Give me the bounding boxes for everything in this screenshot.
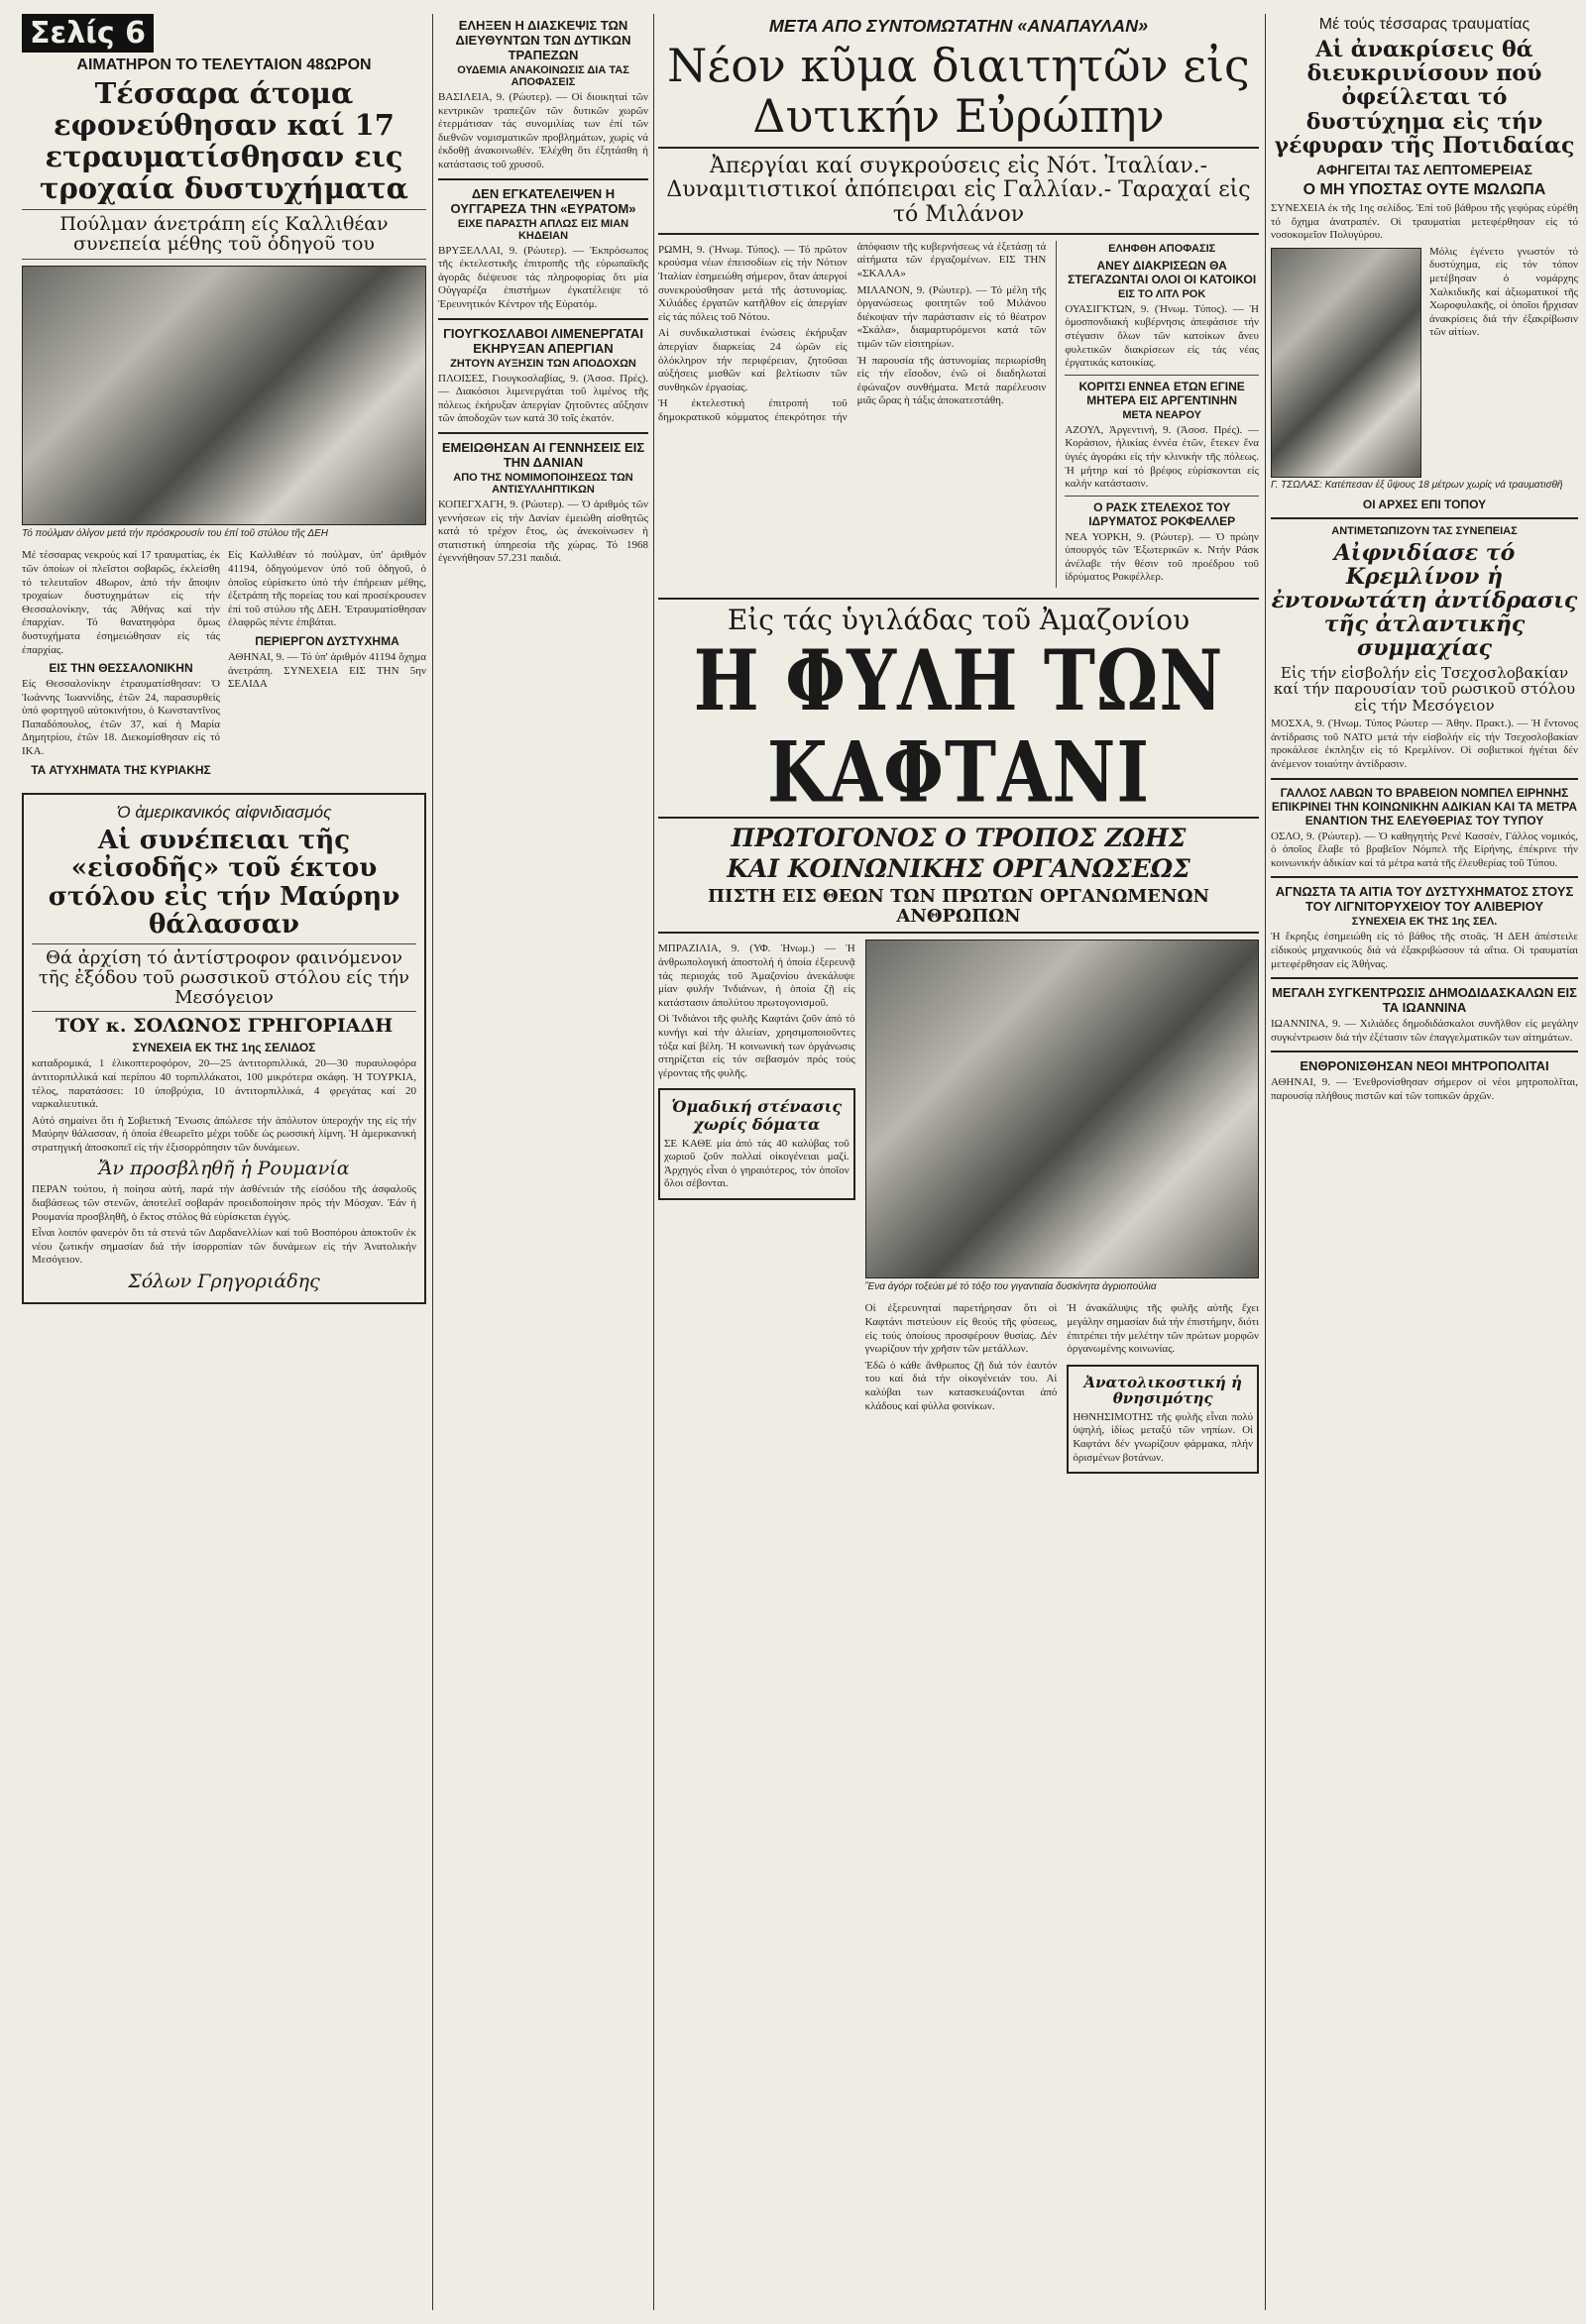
metropolitans-headline: ΕΝΘΡΟΝΙΣΘΗΣΑΝ ΝΕΟΙ ΜΗΤΡΟΠΟΛΙΤΑΙ [1300, 1058, 1549, 1074]
column-3 [658, 14, 1259, 2310]
strikes-para-a: ΡΩΜΗ, 9. (Ἡνωμ. Τύπος). — Τό πρῶτον κρούσμα νέων ἐπεισοδίων εἰς τήν Νότιον Ἰταλίαν ἐσημειώθη σήμερον, ὅταν ἀπεργοί συνεκρούσθησαν μετά τῆς ἀστυνομίας. Χιλιάδες ἐργατῶν κατῆλθον εἰς ἀπεργίαν εἰς τάς πόλεις τοῦ Νότου. [658, 243, 848, 323]
denmark-subhead: ΑΠΟ ΤΗΣ ΝΟΜΙΜΟΠΟΙΗΣΕΩΣ ΤΩΝ ΑΝΤΙΣΥΛΛΗΠΤΙΚΩΝ [453, 471, 633, 496]
accidents-para-4: ΑΘΗΝΑΙ, 9. — Τό ὑπ' ἀριθμόν 41194 ὄχημα ἀνετράπη. ΣΥΝΕΧΕΙΑ ΕΙΣ ΤΗΝ 5ην ΣΕΛΙΔΑ [228, 650, 426, 691]
kremlin-subhead: Εἰς τήν εἰσβολήν εἰς Τσεχοσλοβακίαν καί τήν παρουσίαν τοῦ ρωσικοῦ στόλου εἰς τήν Μεσόγειον [1273, 663, 1576, 715]
banks-headline: ΕΛΗΞΕΝ Η ΔΙΑΣΚΕΨΙΣ ΤΩΝ ΔΙΕΥΘΥΝΤΩΝ ΤΩΝ ΔΥΤΙΚΩΝ ΤΡΑΠΕΖΩΝ [455, 18, 631, 62]
amazon-sub-3: ΠΙΣΤΗ ΕΙΣ ΘΕΩΝ ΤΩΝ ΠΡΩΤΩΝ ΟΡΓΑΝΩΜΕΝΩΝ ΑΝΘΡΩΠΩΝ [708, 885, 1209, 927]
section-curious: ΠΕΡΙΕΡΓΟΝ ΔΥΣΤΥΧΗΜΑ [255, 633, 399, 648]
tsolas-photo-caption: Γ. ΤΣΩΛΑΣ: Κατέπεσαν ἐξ ὕψους 18 μέτρων χωρίς νά τραυματισθῆ [1271, 479, 1563, 491]
amazon-para-4: Ἐδῶ ὁ κάθε ἄνθρωπος ζῇ διά τόν ἑαυτόν του καί διά τήν οἰκογένειάν του. Αἱ καλύβαι των κατασκευάζονται ἀπό κλάδους καί φύλλα φοινίκων. [864, 1359, 1058, 1412]
bridge-headline: Αἱ ἀνακρίσεις θά διευκρινίσουν πού ὀφείλεται τό δυστύχημα εἰς τήν γέφυραν τῆς Ποτιδαίας [1274, 37, 1575, 159]
strikes-para-e: Ἡ παρουσία τῆς ἀστυνομίας περιωρίσθη εἰς τήν εἴσοδον, ἐνῶ οἱ διαδηλωταί ἐφώναζον συνθήματα. Μετά παρέλευσιν μιᾶς ὥρας ἡ τάξις ἀποκατεστάθη. [856, 354, 1047, 407]
littlerock-para: ΟΥΑΣΙΓΚΤΩΝ, 9. (Ἡνωμ. Τύπος). — Ἡ ὁμοσπονδιακή κυβέρνησις ἀπεφάσισε τήν στέγασιν ὅλων τῶν κατοίκων ἄνευ φυλετικῶν διακρίσεων εἰς τάς νέας ἐργατικάς κατοικίας. [1065, 302, 1259, 370]
section-authorities: ΟΙ ΑΡΧΕΣ ΕΠΙ ΤΟΠΟΥ [1362, 497, 1487, 511]
argentina-para: ΑΖΟΥΛ, Ἀργεντινή, 9. (Ἀσοσ. Πρές). — Κοράσιον, ἡλικίας ἐννέα ἐτῶν, ἔτεκεν ἕνα ὑγιές ἀγοράκι εἰς τήν κλινικήν τῆς πόλεως. Ἡ μήτηρ καί τό βρέφος εὑρίσκονται εἰς καλήν κατάστασιν. [1065, 423, 1259, 491]
column-2 [438, 14, 648, 2310]
accidents-para-1: Μέ τέσσαρας νεκρούς καί 17 τραυματίας, έκ τῶν ὁποίων οἱ πλεῖστοι σοβαρῶς, έκλείσθη τό τελευταῖον 48ωρον, ἀπό τήν ἄποψιν τροχαίων δυστυχημάτων είς τήν Θεσσαλονίκην, τάς Ἀθήνας καί τήν ἐπαρχίαν. Τό θανατηφόρα ὅμως δυστυχήματα ἐσημειώθησαν εἰς τάς ἐπαρχίας. [22, 549, 220, 656]
archer-photo-caption: Ἕνα ἀγόρι τοξεύει μέ τό τόξο του γιγαντιαία δυσκίνητα ἀγριοπούλια [864, 1281, 1157, 1293]
kremlin-top: ΑΝΤΙΜΕΤΩΠΙΖΟΥΝ ΤΑΣ ΣΥΝΕΠΕΙΑΣ [1331, 524, 1518, 537]
section-thessaloniki: ΕΙΣ ΤΗΝ ΘΕΣΣΑΛΟΝΙΚΗΝ [49, 661, 193, 676]
euratom-para: ΒΡΥΞΕΛΛΑΙ, 9. (Ρώυτερ). — Ἐκπρόσωπος τῆς ἐκτελεστικῆς ἐπιτροπῆς τῆς εὐρωπαϊκῆς ἀγορᾶς διέψευσε τάς πληροφορίας ὅτι μία Οὐγγαρέζα ἐπιστήμων ἐγκατέλειψε τό Ἐρευνητικόν Κέντρον τῆς Εὐρατόμ. [438, 244, 648, 310]
strikes-kicker: ΜΕΤΑ ΑΠΟ ΣΥΝΤΟΜΩΤΑΤΗΝ «ΑΝΑΠΑΥΛΑΝ» [768, 16, 1149, 36]
accidents-subhead: Πούλμαν άνετράπη είς Καλλιθέαν συνεπεία μέθης τοῦ ὁδηγοῦ του [59, 212, 389, 256]
amazon-para-2: Οἱ Ἰνδιάνοι τῆς φυλῆς Καφτάνι ζοῦν ἀπό τό κυνήγι καί τήν ἁλιείαν, χρησιμοποιοῦντες τόξα καί βέλη. Ἡ κοινωνική των ὀργάνωσις στηρίζεται εἰς τόν σεβασμόν πρός τούς γέροντας τῆς φυλῆς. [658, 1013, 855, 1079]
bus-photo-caption: Τό πούλμαν όλίγον μετά τήν πρόσκρουσίν του έπί τοῦ στύλου τῆς ΔΕΗ [22, 528, 328, 540]
page-label: Σελίς 6 [22, 14, 154, 53]
euratom-subhead: ΕΙΧΕ ΠΑΡΑΣΤΗ ΑΠΛΩΣ ΕΙΣ ΜΙΑΝ ΚΗΔΕΙΑΝ [457, 217, 629, 242]
strikes-para-b: Αἱ συνδικαλιστικαί ἑνώσεις ἐκήρυξαν ἀπεργίαν διαρκείας 24 ὡρῶν εἰς ὁλόκληρον τήν περιφέρειαν, ζητοῦσαι αὐξήσεις μισθῶν καί βελτίωσιν τῶν συνθηκῶν ἐργασίας. [658, 327, 848, 393]
section-sunday: ΤΑ ΑΤΥΧΗΜΑΤΑ ΤΗΣ ΚΥΡΙΑΚΗΣ [31, 762, 211, 777]
bridge-para-1: ΣΥΝΕΧΕΙΑ ἐκ τῆς 1ης σελίδος. Ἐπί τοῦ βάθρου τῆς γεφύρας εὑρέθη τό ὄχημα ἀνατραπέν. Οἱ τραυματίαι μετεφέρθησαν εἰς τό νοσοκομεῖον Πολυγύρου. [1271, 201, 1578, 242]
kremlin-para: ΜΟΣΧΑ, 9. (Ἡνωμ. Τύπος Ρώυτερ — Ἀθην. Πρακτ.). — Ἡ ἔντονος ἀντίδρασις τοῦ ΝΑΤΟ μετά τήν εἰσβολήν εἰς τήν Τσεχοσλοβακίαν προκάλεσε ἐκπληξιν εἰς τό Κρεμλίνον. Οἱ σοβιετικοί ἡγέται δέν ἀνέμενον τοιαύτην ἀντίδρασιν. [1271, 718, 1578, 770]
fleet-kicker: Ὁ ἀμερικανικός αἰφνιδιασμός [116, 802, 332, 822]
fleet-subhead: Θά ἀρχίση τό ἀντίστροφον φαινόμενον τῆς ἐξόδου τοῦ ρωσσικοῦ στόλου είς τήν Μεσόγειον [38, 947, 410, 1008]
box-housing-para: ΣΕ ΚΑΘΕ μία ἀπό τάς 40 καλύβας τοῦ χωριοῦ ζοῦν πολλαί οἰκογένειαι μαζί. Ἀρχηγός εἶναι ὁ γηραιότερος, τόν ὁποῖον ὅλοι σέβονται. [664, 1137, 850, 1190]
denmark-headline: ΕΜΕΙΩΘΗΣΑΝ ΑΙ ΓΕΝΝΗΣΕΙΣ ΕΙΣ ΤΗΝ ΔΑΝΙΑΝ [441, 439, 645, 470]
fleet-para-1: καταδρομικά, 1 ἑλικοπτεροφόρον, 20—25 ἀντιτορπιλλικά, 20—30 πυραυλοφόρα ἀντιτορπιλλικά καί περίπου 40 τορπιλλάκατοι, 100 μικρότερα σκάφη. Ἡ ΤΟΥΡΚΙΑ, τέλος, παρατάσσει: 10 ὑποβρύχια, 10 ἀντιτορπιλλικά, 4 φρεγάτας καί 20 ναρκαλιευτικά. [32, 1057, 416, 1111]
fleet-continued: ΣΥΝΕΧΕΙΑ ΕΚ ΤΗΣ 1ης ΣΕΛΙΔΟΣ [132, 1041, 316, 1055]
amazon-para-1: ΜΠΡΑΖΙΛΙΑ, 9. (ΥΦ. Ἠνωμ.) — Ἡ ἀνθρωπολογική ἀποστολή ἡ ὁποία ἐξερευνᾷ τάς περιοχάς τοῦ Ἀμαζονίου ἀνεκάλυψε μίαν φυλήν Ἰνδιάνων, ἡ ὁποία ζῇ εἰς κατάστασιν ἀπολύτου πρωτογονισμοῦ. [658, 942, 855, 1009]
aliveri-headline: ΑΓΝΩΣΤΑ ΤΑ ΑΙΤΙΑ ΤΟΥ ΔΥΣΤΥΧΗΜΑΤΟΣ ΣΤΟΥΣ ΤΟΥ ΛΙΓΝΙΤΟΡΥΧΕΙΟΥ ΤΟΥ ΑΛΙΒΕΡΙΟΥ [1275, 884, 1574, 915]
bridge-subhead-2: Ο ΜΗ ΥΠΟΣΤΑΣ ΟΥΤΕ ΜΩΛΩΠΑ [1303, 180, 1546, 198]
column-1 [22, 14, 426, 2310]
fleet-para-4: Εἶναι λοιπόν φανερόν ὅτι τά στενά τῶν Δαρδανελλίων καί τοῦ Βοσπόρου ἀποκτοῦν ἐκ νέου ζωτικήν σημασίαν διά τήν ἰσορροπίαν τῶν δυνάμεων εἰς τήν Ἀνατολικήν Μεσόγειον. [32, 1227, 416, 1267]
accidents-para-3: Είς Καλλιθέαν τό πούλμαν, ὑπ' ἀριθμόν 41194, ὁδηγούμενον ὑπό τοῦ ὁδηγοῦ, ὁ ὁποῖος εὑρίσκετο ὑπό τήν ἐπήρειαν μέθης, ἐξετράπη τῆς πορείας του καί προσέκρουσεν ἐπί τοῦ στύλου τῆς ΔΕΗ. Ἐτραυματίσθησαν ἐλαφρῶς πέντε ἐπιβάται. [228, 549, 426, 629]
fleet-para-2: Αὐτό σημαίνει ὅτι ἡ Σοβιετική Ἕνωσις ἀπώλεσε τήν ἀπόλυτον ὑπεροχήν της εἰς τήν Μαύρην θάλασσαν, ἡ ὁποία ἐθεωρεῖτο μέχρι τοῦδε ὡς ρωσσική λίμνη. Ἡ ἀμερικανική στρατηγική ἀποσκοπεῖ εἰς τήν ἐξισορρόπησιν τῶν δυνάμεων. [32, 1114, 416, 1154]
amazon-para-5: Ἡ ἀνακάλυψις τῆς φυλῆς αὐτῆς ἔχει μεγάλην σημασίαν διά τήν ἐπιστήμην, διότι ἐπιτρέπει τήν μελέτην τῶν πρώτων μορφῶν ὀργανωμένης κοινωνίας. [1067, 1302, 1259, 1356]
box-mortality-head: Ἀνατολικοστική ἡ θνησιμότης [1083, 1373, 1242, 1408]
box-housing [658, 1088, 855, 1200]
dockers-subhead: ΖΗΤΟΥΝ ΑΥΞΗΣΙΝ ΤΩΝ ΑΠΟΔΟΧΩΝ [450, 357, 636, 370]
teachers-headline: ΜΕΓΑΛΗ ΣΥΓΚΕΝΤΡΩΣΙΣ ΔΗΜΟΔΙΔΑΣΚΑΛΩΝ ΕΙΣ ΤΑ ΙΩΑΝΝΙΝΑ [1272, 985, 1577, 1016]
tsolas-photo [1271, 248, 1421, 478]
teachers-para: ΙΩΑΝΝΙΝΑ, 9. — Χιλιάδες δημοδιδάσκαλοι συνῆλθον εἰς μεγάλην συγκέντρωσιν διά τήν ἐξέτασιν τῶν ἐπαγγελματικῶν των αἰτημάτων. [1271, 1018, 1578, 1044]
accidents-headline: Τέσσαρα άτομα εφονεύθησαν καί 17 ετραυματίσθησαν εις τροχαία δυστυχήματα [40, 76, 408, 205]
strikes-deck: Ἀπεργίαι καί συγκρούσεις εἰς Νότ. Ἰταλίαν.- Δυναμιτιστικοί ἀπόπειραι εἰς Γαλλίαν.- Ταραχαί εἰς τό Μιλάνον [666, 154, 1251, 227]
fleet-article-box [22, 793, 426, 1304]
denmark-para: ΚΟΠΕΓΧΑΓΗ, 9. (Ρώυτερ). — Ὁ ἀριθμός τῶν γεννήσεων εἰς τήν Δανίαν ἐμειώθη αἰσθητῶς κατά τό τρέχον ἔτος, ὡς ἀνεκοίνωσεν ἡ στατιστική ὑπηρεσία τῆς χώρας. Τό 1968 ἐγεννήθησαν 57.231 παιδιά. [438, 498, 648, 565]
rusk-headline: Ο ΡΑΣΚ ΣΤΕΛΕΧΟΣ ΤΟΥ ΙΔΡΥΜΑΤΟΣ ΡΟΚΦΕΛΛΕΡ [1088, 499, 1236, 528]
column-4 [1271, 14, 1578, 2310]
littlerock-subhead: ΕΙΣ ΤΟ ΛΙΤΛ ΡΟΚ [1118, 287, 1206, 300]
dockers-headline: ΓΙΟΥΓΚΟΣΛΑΒΟΙ ΛΙΜΕΝΕΡΓΑΤΑΙ ΕΚΗΡΥΞΑΝ ΑΠΕΡΓΙΑΝ [443, 325, 643, 356]
bridge-para-2: Μόλις ἐγένετο γνωστόν τό δυστύχημα, εἰς τόν τόπον μετέβησαν ὁ νομάρχης Χαλκιδικῆς καί ἀξιωματικοί τῆς Χωροφυλακῆς, οἱ ὁποῖοι ἤρχισαν ἀνακρίσεις διά τήν ἐξακρίβωσιν τῶν αἰτίων. [1429, 245, 1578, 339]
euratom-headline: ΔΕΝ ΕΓΚΑΤΕΛΕΙΨΕΝ Η ΟΥΓΓΑΡΕΖΑ ΤΗΝ «ΕΥΡΑΤΟΜ» [450, 185, 636, 216]
dockers-para: ΠΛΟΙΣΕΣ, Γιουγκοσλαβίας, 9. (Ἀσοσ. Πρές). — Διακόσιοι λιμενεργάται τοῦ λιμένος τῆς πόλεως ἐκήρυξαν ἀπεργίαν ζητοῦντες αὔξησιν τῶν ἀποδοχῶν των κατά 30 τοῖς ἑκατόν. [438, 372, 648, 425]
bus-photo [22, 266, 426, 525]
amazon-sub-1: ΠΡΩΤΟΓΟΝΟΣ Ο ΤΡΟΠΟΣ ΖΩΗΣ [731, 823, 1187, 852]
bridge-subhead-1: ΑΦΗΓΕΙΤΑΙ ΤΑΣ ΛΕΠΤΟΜΕΡΕΙΑΣ [1316, 161, 1532, 177]
kremlin-headline: Αἰφνιδίασε τό Κρεμλίνον ἡ ἐντονωτάτη ἀντίδρασις τῆς ἀτλαντικῆς συμμαχίας [1271, 539, 1578, 662]
argentina-subhead: ΜΕΤΑ ΝΕΑΡΟΥ [1122, 408, 1201, 421]
amazon-para-3: Οἱ ἐξερευνηταί παρετήρησαν ὅτι οἱ Καφτάνι πιστεύουν εἰς θεούς τῆς φύσεως, εἰς τούς ὁποίους προσφέρουν θυσίας. Δέν γνωρίζουν τήν χρῆσιν τῶν μετάλλων. [864, 1302, 1058, 1356]
accidents-para-2: Είς Θεσσαλονίκην ἐτραυματίσθησαν: Ὁ Ἰωάννης Ἰωαννίδης, ἐτῶν 24, παρασυρθείς ὑπό φορτηγοῦ αὐτοκινήτου, ὁ Κωνσταντῖνος Παπαδόπουλος, ἐτῶν 37, καί ἡ Μαρία Δημητρίου, ἐτῶν 18. Διεκομίσθησαν εἰς τό ΙΚΑ. [22, 678, 220, 758]
strikes-headline: Νέον κῦμα διαιτητῶν εἰς Δυτικήν Εὐρώπην [667, 39, 1250, 143]
fleet-section-romania: Ἄν προσβληθῆ ἡ Ρουμανία [98, 1158, 350, 1180]
accidents-kicker: ΑΙΜΑΤΗΡΟΝ ΤΟ ΤΕΛΕΥΤΑΙΟΝ 48ΩΡΟΝ [76, 56, 372, 73]
box-mortality [1067, 1365, 1259, 1474]
fleet-signature: Σόλων Γρηγοριάδης [128, 1270, 320, 1292]
box-housing-head: Ὁμαδική στένασις χωρίς δόματα [671, 1097, 843, 1134]
banks-para: ΒΑΣΙΛΕΙΑ, 9. (Ρώυτερ). — Οἱ διοικηταί τῶν κεντρικῶν τραπεζῶν τῶν δυτικῶν χωρῶν ἐτερμάτισαν τάς συνομιλίας των ἐπί τῶν διεθνῶν νομισματικῶν προβλημάτων, χωρίς νά ἐκδοθῇ ἀνακοινωθέν. Ἐλέχθη ὅτι ἐξητάσθη ἡ κατάστασις τοῦ χρυσοῦ. [438, 91, 648, 170]
strikes-para-c: Ἡ ἐκτελεστική ἐπιτροπή τοῦ δημοκρατικοῦ κόμματος ἐπεκρότησε τήν ἀπόφασιν τῆς κυβερνήσεως νά ἐξετάσῃ τά αἰτήματα τῶν ἐργαζομένων. ΕΙΣ ΤΗΝ «ΣΚΑΛΑ» [658, 240, 1047, 423]
amazon-banner: Η ΦΥΛΗ ΤΩΝ ΚΑΦΤΑΝΙ [693, 630, 1224, 822]
archer-photo [865, 940, 1259, 1278]
page-label-box [22, 14, 426, 53]
fleet-byline: ΤΟΥ κ. ΣΟΛΩΝΟΣ ΓΡΗΓΟΡΙΑΔΗ [55, 1015, 394, 1038]
amazon-sub-2: ΚΑΙ ΚΟΙΝΩΝΙΚΗΣ ΟΡΓΑΝΩΣΕΩΣ [727, 854, 1190, 884]
fleet-headline: Αἱ συνέπειαι τῆς «εἰσοδῆς» τοῦ έκτου στόλου εἰς τήν Μαύρην θάλασσαν [48, 825, 400, 941]
rusk-para: ΝΕΑ ΥΟΡΚΗ, 9. (Ρώυτερ). — Ὁ πρώην ὑπουργός τῶν Ἐξωτερικῶν κ. Ντήν Ράσκ ἀνέλαβε τήν θέσιν τοῦ προέδρου τοῦ ἰδρύματος Ροκφέλλερ. [1065, 530, 1259, 584]
fleet-para-3: ΠΕΡΑΝ τούτου, ἡ ποίησα αὐτή, παρά τήν ἀσθένειάν τῆς εἰσόδου τῆς ἀσφαλοῦς διαβάσεως τῶν στενῶν, ἀποτελεῖ σοβαράν προειδοποίησιν πρός τήν Μόσχαν. Ἐάν ἡ Ρουμανία προσβληθῆ, ὁ ἔκτος στόλος θά εὑρίσκεται ἐγγύς. [32, 1183, 416, 1223]
aliveri-subhead: ΣΥΝΕΧΕΙΑ ΕΚ ΤΗΣ 1ης ΣΕΛ. [1351, 916, 1498, 929]
aliveri-para: Ἡ ἔκρηξις ἐσημειώθη εἰς τό βάθος τῆς στοᾶς. Ἡ ΔΕΗ ἀπέστειλε εἰδικούς μηχανικούς διά νά ἐξακριβώσουν τά αἴτια. Οἱ τραυματίαι μετεφέρθησαν εἰς Ἀθήνας. [1271, 931, 1578, 970]
strikes-para-d: ΜΙΛΑΝΟΝ, 9. (Ρώυτερ). — Τό μέλη τῆς ὀργανώσεως φοιτητῶν τοῦ Μιλάνου διέκοψαν τήν παράστασιν εἰς τό θέατρον «Σκάλα», διαμαρτυρόμενοι κατά τῶν τιμῶν τῶν εἰσιτηρίων. [856, 283, 1047, 350]
nobel-headline: ΓΑΛΛΟΣ ΛΑΒΩΝ ΤΟ ΒΡΑΒΕΙΟΝ ΝΟΜΠΕΛ ΕΙΡΗΝΗΣ ΕΠΙΚΡΙΝΕΙ ΤΗΝ ΚΟΙΝΩΝΙΚΗΝ ΑΔΙΚΙΑΝ ΚΑΙ ΤΑ ΜΕΤΡΑ ΕΝΑΝΤΙΟΝ ΤΗΣ ΕΛΕΥΘΕΡΙΑΣ ΤΟΥ ΤΥΠΟΥ [1271, 785, 1578, 828]
box-mortality-para: ΗΘΝΗΣΙΜΟΤΗΣ τῆς φυλῆς εἶναι πολύ ὑψηλή, ἰδίως μεταξύ τῶν νηπίων. Οἱ Καφτάνι δέν γνωρίζουν φάρμακα, πλήν ὁρισμένων βοτάνων. [1073, 1410, 1254, 1464]
bridge-kicker: Μέ τούς τέσσαρας τραυματίας [1318, 16, 1530, 33]
argentina-headline: ΚΟΡΙΤΣΙ ΕΝΝΕΑ ΕΤΩΝ ΕΓΙΝΕ ΜΗΤΕΡΑ ΕΙΣ ΑΡΓΕΝΤΙΝΗΝ [1078, 379, 1245, 407]
littlerock-headline: ΑΝΕΥ ΔΙΑΚΡΙΣΕΩΝ ΘΑ ΣΤΕΓΑΖΩΝΤΑΙ ΟΛΟΙ ΟΙ ΚΑΤΟΙΚΟΙ [1068, 258, 1257, 286]
metropolitans-para: ΑΘΗΝΑΙ, 9. — Ἐνεθρονίσθησαν σήμερον οἱ νέοι μητροπολῖται, παρουσίᾳ πλήθους πιστῶν καί τῶν τοπικῶν ἀρχῶν. [1271, 1076, 1578, 1102]
nobel-para: ΟΣΛΟ, 9. (Ρώυτερ). — Ὁ καθηγητής Ρενέ Κασσέν, Γάλλος νομικός, ὁ ὁποῖος ἔλαβε τό βραβεῖον Νόμπελ τῆς Εἰρήνης, ἐπέκρινε τήν κοινωνικήν ἀδικίαν καί τά μέτρα κατά τῆς ἐλευθερίας τοῦ Τύπου. [1271, 830, 1578, 869]
littlerock-top: ΕΛΗΦΘΗ ΑΠΟΦΑΣΙΣ [1108, 242, 1216, 255]
banks-subhead: ΟΥΔΕΜΙΑ ΑΝΑΚΟΙΝΩΣΙΣ ΔΙΑ ΤΑΣ ΑΠΟΦΑΣΕΙΣ [457, 64, 629, 88]
amazon-banner-top: Εἰς τάς ὑγιλάδας τοῦ Ἀμαζονίου [727, 604, 1190, 637]
